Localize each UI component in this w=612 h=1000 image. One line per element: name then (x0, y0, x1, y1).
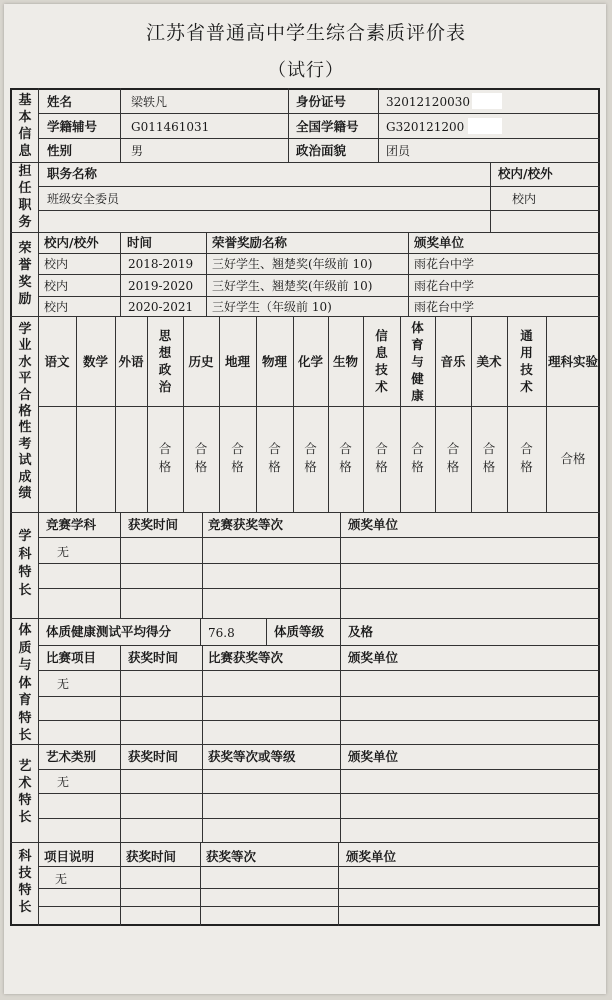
rule (378, 88, 379, 162)
rule (38, 186, 600, 187)
tech-header-1: 项目说明 (44, 849, 95, 864)
rule (38, 696, 600, 697)
rule (183, 316, 184, 512)
tech-none: 无 (55, 872, 68, 886)
section-subject-label: 学科特长 (18, 529, 32, 598)
subject-result: 合格 (411, 441, 424, 474)
id-value: 32012120030 (386, 95, 470, 109)
honor-header-time: 时间 (127, 235, 153, 250)
subject-header: 思想政治 (158, 328, 172, 394)
section-duty-label: 担任职务 (18, 164, 32, 230)
rule (120, 842, 121, 926)
subject-header: 音乐 (440, 353, 466, 369)
rule (38, 588, 600, 589)
honor-row-3-scope: 校内 (44, 300, 69, 314)
subject-header: 数学 (82, 353, 108, 369)
form-title: 江苏省普通高中学生综合素质评价表 (145, 22, 466, 44)
rule (408, 232, 409, 316)
rule (38, 906, 600, 907)
subject-header: 化学 (297, 353, 323, 369)
national-no-redaction (468, 118, 502, 134)
subject-header: 生物 (332, 353, 358, 369)
rule (115, 316, 116, 512)
art-header-2: 获奖时间 (128, 749, 179, 764)
fitness-score-value: 76.8 (208, 626, 235, 640)
politics-value: 团员 (386, 144, 411, 158)
rule (38, 888, 600, 889)
duty-title-value: 班级安全委员 (47, 192, 120, 206)
rule (338, 842, 339, 926)
tech-header-4: 颁奖单位 (346, 849, 397, 864)
rule (202, 645, 203, 744)
rule-honor-end (10, 316, 600, 317)
subject-header-2: 获奖时间 (128, 517, 179, 532)
section-academic-label: 学业水平合格性考试成绩 (18, 322, 32, 502)
rule (266, 618, 267, 645)
rule (120, 645, 121, 744)
rule (38, 406, 600, 407)
tech-header-2: 获奖时间 (126, 849, 177, 864)
national-no-label: 全国学籍号 (296, 119, 359, 134)
rule (340, 512, 341, 618)
rule-art-end (10, 842, 600, 843)
rule (546, 316, 547, 512)
section-art-label: 艺术特长 (18, 759, 32, 825)
subject-header: 美术 (476, 353, 502, 369)
form-table (10, 88, 600, 926)
id-redaction (472, 93, 502, 109)
rule (38, 866, 600, 867)
subject-header-1: 竞赛学科 (46, 517, 97, 532)
name-label: 姓名 (47, 94, 73, 109)
subject-header-4: 颁奖单位 (348, 517, 399, 532)
national-no-value: G320121200 (386, 120, 465, 134)
physical-header-3: 比赛获奖等次 (208, 650, 284, 665)
rule (38, 274, 600, 275)
rule (38, 138, 600, 139)
subject-none: 无 (57, 545, 70, 559)
subject-header: 外语 (118, 353, 144, 369)
art-none: 无 (57, 775, 70, 789)
rule-basic-end (10, 162, 600, 163)
subject-result: 合格 (268, 441, 281, 474)
fitness-grade-label: 体质等级 (274, 624, 325, 639)
subject-result: 合格 (339, 441, 352, 474)
rule (38, 769, 600, 770)
rule (288, 88, 289, 162)
honor-row-1-scope: 校内 (44, 257, 69, 271)
rule (120, 88, 121, 162)
fitness-grade-value: 及格 (348, 624, 374, 639)
duty-scope-label: 校内/校外 (498, 166, 553, 181)
rule (120, 744, 121, 842)
honor-row-3-name: 三好学生（年级前 10) (212, 300, 332, 314)
rule (120, 512, 121, 618)
honor-row-2-time: 2019-2020 (128, 279, 194, 293)
rule (38, 645, 600, 646)
rule (38, 253, 600, 254)
rule (200, 618, 201, 645)
rule (76, 316, 77, 512)
rule (363, 316, 364, 512)
politics-label: 政治面貌 (296, 143, 347, 158)
section-honor-label: 荣誉奖励 (18, 241, 32, 307)
rule (147, 316, 148, 512)
honor-row-3-time: 2020-2021 (128, 300, 194, 314)
name-value: 梁轶凡 (131, 95, 168, 109)
form-subtitle: （试行） (268, 60, 344, 81)
rule (38, 793, 600, 794)
rule (38, 537, 600, 538)
subject-result: 合格 (158, 441, 172, 474)
subject-result: 合格 (231, 441, 244, 474)
subject-header: 理科实验 (548, 353, 599, 369)
honor-row-1-time: 2018-2019 (128, 257, 194, 271)
duty-scope-value: 校内 (512, 192, 537, 206)
rule (38, 818, 600, 819)
rule (435, 316, 436, 512)
school-no-value: G011461031 (131, 120, 210, 134)
rule-physical-end (10, 744, 600, 745)
rule (38, 720, 600, 721)
art-header-1: 艺术类别 (46, 749, 97, 764)
rule (328, 316, 329, 512)
subject-result: 合格 (560, 451, 586, 466)
rule (400, 316, 401, 512)
rule (340, 645, 341, 744)
subject-header: 语文 (44, 353, 70, 369)
rule (120, 232, 121, 316)
physical-header-2: 获奖时间 (128, 650, 179, 665)
subject-header: 信息技术 (375, 328, 388, 394)
subject-result: 合格 (375, 441, 388, 474)
section-physical-label: 体质与体育特长 (18, 623, 32, 743)
subject-result: 合格 (446, 441, 460, 474)
honor-row-1-org: 雨花台中学 (414, 257, 475, 271)
subject-header: 体育与健康 (411, 319, 424, 403)
physical-header-4: 颁奖单位 (348, 650, 399, 665)
gender-label: 性别 (47, 143, 73, 158)
art-header-3: 获奖等次或等级 (208, 749, 296, 764)
section-tech-label: 科技特长 (18, 849, 32, 915)
subject-header-3: 竞赛获奖等次 (208, 517, 284, 532)
rule (202, 744, 203, 842)
honor-row-3-org: 雨花台中学 (414, 300, 475, 314)
subject-result: 合格 (194, 441, 208, 474)
rule (293, 316, 294, 512)
rule (38, 563, 600, 564)
tech-header-3: 获奖等次 (206, 849, 257, 864)
rule (219, 316, 220, 512)
subject-header: 历史 (188, 353, 214, 369)
gender-value: 男 (131, 144, 144, 158)
subject-result: 合格 (520, 441, 533, 474)
honor-row-2-org: 雨花台中学 (414, 279, 475, 293)
rule (38, 670, 600, 671)
rule (202, 512, 203, 618)
rule (490, 162, 491, 232)
rule (38, 113, 600, 114)
rule (471, 316, 472, 512)
art-header-4: 颁奖单位 (348, 749, 399, 764)
id-label: 身份证号 (296, 94, 347, 109)
rule (340, 744, 341, 842)
section-basic-label: 基本信息 (18, 93, 32, 159)
rule (340, 618, 341, 645)
rule (200, 842, 201, 926)
rule (38, 210, 600, 211)
subject-header: 物理 (261, 353, 287, 369)
subject-header: 地理 (224, 353, 250, 369)
subject-header: 通用技术 (520, 328, 533, 394)
rule (206, 232, 207, 316)
honor-header-scope: 校内/校外 (44, 235, 99, 250)
rule (38, 296, 600, 297)
honor-row-2-scope: 校内 (44, 279, 69, 293)
physical-header-1: 比赛项目 (46, 650, 97, 665)
honor-header-name: 荣誉奖励名称 (212, 235, 288, 250)
school-no-label: 学籍辅号 (47, 119, 98, 134)
rule-section-col (38, 88, 39, 926)
rule (256, 316, 257, 512)
honor-row-2-name: 三好学生、翘楚奖(年级前 10) (212, 279, 373, 293)
duty-title-label: 职务名称 (47, 166, 98, 181)
rule-duty-end (10, 232, 600, 233)
rule-academic-end (10, 512, 600, 513)
subject-result: 合格 (482, 441, 496, 474)
honor-header-org: 颁奖单位 (414, 235, 465, 250)
subject-result: 合格 (304, 441, 317, 474)
fitness-score-label: 体质健康测试平均得分 (46, 624, 172, 639)
physical-none: 无 (57, 677, 70, 691)
rule (507, 316, 508, 512)
rule-subject-end (10, 618, 600, 619)
honor-row-1-name: 三好学生、翘楚奖(年级前 10) (212, 257, 373, 271)
